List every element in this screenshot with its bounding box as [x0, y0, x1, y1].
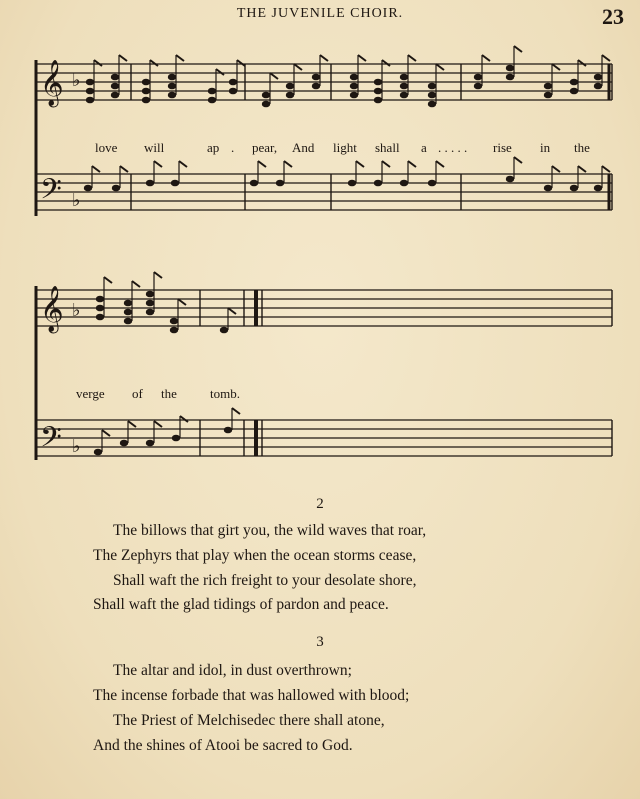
note-head: [168, 74, 176, 81]
note-head: [112, 185, 120, 192]
note-head: [96, 305, 104, 312]
flat-icon: ♭: [72, 436, 81, 457]
note-head: [374, 97, 382, 104]
page-number: 23: [602, 4, 624, 29]
lyric-syllable: And: [292, 140, 315, 155]
note-head: [428, 101, 436, 108]
note-head: [86, 97, 94, 104]
clef-icons: [40, 60, 81, 461]
note-flag: [408, 161, 416, 167]
note-head: [312, 74, 320, 81]
note-flag: [237, 60, 245, 66]
note-flag: [514, 157, 522, 163]
verse-line: And the shines of Atooi be sacred to God.: [93, 737, 353, 754]
note-head: [544, 185, 552, 192]
note-head: [96, 296, 104, 303]
lyric-syllable: .: [231, 140, 235, 155]
note-head: [428, 180, 436, 187]
note-head: [146, 300, 154, 307]
note-head: [124, 318, 132, 325]
note-flag: [258, 161, 266, 167]
lyric-syllable: light: [333, 140, 357, 155]
note-head: [208, 97, 216, 104]
note-head: [111, 92, 119, 99]
running-head: THE JUVENILE CHOIR.: [236, 6, 404, 21]
note-head: [350, 74, 358, 81]
lyric-syllable: verge: [76, 386, 105, 401]
note-head: [594, 74, 602, 81]
lyric-syllable: . . . . .: [438, 140, 468, 155]
note-head: [250, 180, 258, 187]
bass-clef-icon: 𝄢: [40, 173, 62, 213]
note-head: [94, 449, 102, 456]
verse-line: The Priest of Melchisedec there shall atone,: [113, 712, 385, 729]
treble-clef-icon: 𝄞: [40, 60, 64, 106]
note-head: [400, 74, 408, 81]
note-flag: [436, 64, 444, 70]
verse-number: 2: [316, 496, 324, 512]
note-head: [374, 180, 382, 187]
note-flag: [578, 60, 586, 66]
note-head: [208, 88, 216, 95]
note-head: [570, 79, 578, 86]
note-head: [262, 101, 270, 108]
note-flag: [154, 421, 162, 427]
verse-number: 3: [316, 634, 324, 650]
note-head: [146, 291, 154, 298]
note-flag: [356, 161, 364, 167]
note-head: [172, 435, 180, 442]
note-flag: [232, 408, 240, 414]
note-head: [544, 92, 552, 99]
note-head: [86, 88, 94, 95]
note-head: [276, 180, 284, 187]
note-flag: [104, 277, 112, 283]
note-head: [374, 88, 382, 95]
bass-clef-icon: 𝄢: [40, 421, 62, 461]
note-head: [84, 185, 92, 192]
note-head: [120, 440, 128, 447]
note-flag: [216, 69, 224, 75]
note-head: [96, 314, 104, 321]
note-head: [168, 83, 176, 90]
note-flag: [602, 55, 610, 61]
note-flag: [284, 161, 292, 167]
note-flag: [578, 166, 586, 172]
verse-line: Shall waft the glad tidings of pardon and peace.: [93, 596, 389, 613]
note-head: [229, 79, 237, 86]
note-head: [428, 83, 436, 90]
note-head: [506, 74, 514, 81]
flat-icon: ♭: [72, 190, 81, 211]
note-flag: [602, 166, 610, 172]
note-head: [262, 92, 270, 99]
note-head: [506, 176, 514, 183]
note-head: [146, 180, 154, 187]
note-head: [170, 318, 178, 325]
note-flag: [120, 166, 128, 172]
treble-clef-icon: 𝄞: [40, 286, 64, 332]
note-flag: [154, 161, 162, 167]
note-flag: [382, 60, 390, 66]
note-head: [594, 185, 602, 192]
verse-line: The altar and idol, in dust overthrown;: [113, 662, 352, 679]
verse-line: The Zephyrs that play when the ocean storms cease,: [93, 547, 417, 564]
lyric-syllable: ap: [207, 140, 220, 155]
verse-line: The incense forbade that was hallowed with blood;: [93, 687, 410, 704]
note-head: [111, 83, 119, 90]
note-flag: [482, 55, 490, 61]
note-head: [350, 92, 358, 99]
note-flag: [358, 55, 366, 61]
staff-lines: [36, 64, 612, 456]
lyric-syllable: in: [540, 140, 551, 155]
note-flag: [94, 60, 102, 66]
note-flag: [119, 55, 127, 61]
lyric-syllable: pear,: [252, 140, 278, 155]
note-flag: [320, 55, 328, 61]
note-head: [544, 83, 552, 90]
note-head: [374, 79, 382, 86]
note-flag: [294, 64, 302, 70]
note-flag: [552, 166, 560, 172]
note-head: [506, 65, 514, 72]
note-head: [220, 327, 228, 334]
note-flag: [132, 281, 140, 287]
note-head: [286, 83, 294, 90]
note-head: [570, 185, 578, 192]
note-head: [570, 88, 578, 95]
lyric-syllable: rise: [493, 140, 512, 155]
bar-lines: [36, 60, 612, 460]
lyric-syllable: a: [421, 140, 427, 155]
note-head: [312, 83, 320, 90]
note-flag: [178, 299, 186, 305]
note-head: [86, 79, 94, 86]
note-head: [124, 300, 132, 307]
note-flag: [128, 421, 136, 427]
lyric-syllable: love: [95, 140, 118, 155]
flat-icon: ♭: [72, 70, 81, 91]
note-head: [146, 309, 154, 316]
note-flag: [408, 55, 416, 61]
note-head: [348, 180, 356, 187]
note-head: [111, 74, 119, 81]
note-flag: [102, 430, 110, 436]
note-head: [350, 83, 358, 90]
note-flag: [382, 161, 390, 167]
note-flag: [92, 166, 100, 172]
note-flag: [552, 64, 560, 70]
note-flag: [176, 55, 184, 61]
note-head: [124, 309, 132, 316]
note-head: [224, 427, 232, 434]
note-head: [474, 74, 482, 81]
note-head: [594, 83, 602, 90]
note-flag: [179, 161, 187, 167]
note-flag: [154, 272, 162, 278]
note-head: [170, 327, 178, 334]
lyric-syllable: the: [161, 386, 177, 401]
note-head: [400, 92, 408, 99]
note-head: [229, 88, 237, 95]
note-head: [168, 92, 176, 99]
note-head: [171, 180, 179, 187]
note-head: [474, 83, 482, 90]
note-head: [142, 97, 150, 104]
note-flag: [436, 161, 444, 167]
lyric-syllable: will: [144, 140, 165, 155]
note-flag: [514, 46, 522, 52]
lyric-syllable: tomb.: [210, 386, 240, 401]
lyric-syllable: of: [132, 386, 143, 401]
note-head: [142, 88, 150, 95]
note-flag: [150, 60, 158, 66]
lyric-syllable: shall: [375, 140, 400, 155]
note-head: [146, 440, 154, 447]
note-head: [142, 79, 150, 86]
note-flag: [228, 308, 236, 314]
note-head: [428, 92, 436, 99]
note-head: [400, 83, 408, 90]
note-flag: [180, 416, 188, 422]
lyric-syllable: the: [574, 140, 590, 155]
verse-line: Shall waft the rich freight to your desolate shore,: [113, 572, 417, 589]
note-head: [400, 180, 408, 187]
verse-line: The billows that girt you, the wild waves that roar,: [113, 522, 427, 539]
note-head: [286, 92, 294, 99]
note-flag: [270, 73, 278, 79]
flat-icon: ♭: [72, 300, 81, 321]
